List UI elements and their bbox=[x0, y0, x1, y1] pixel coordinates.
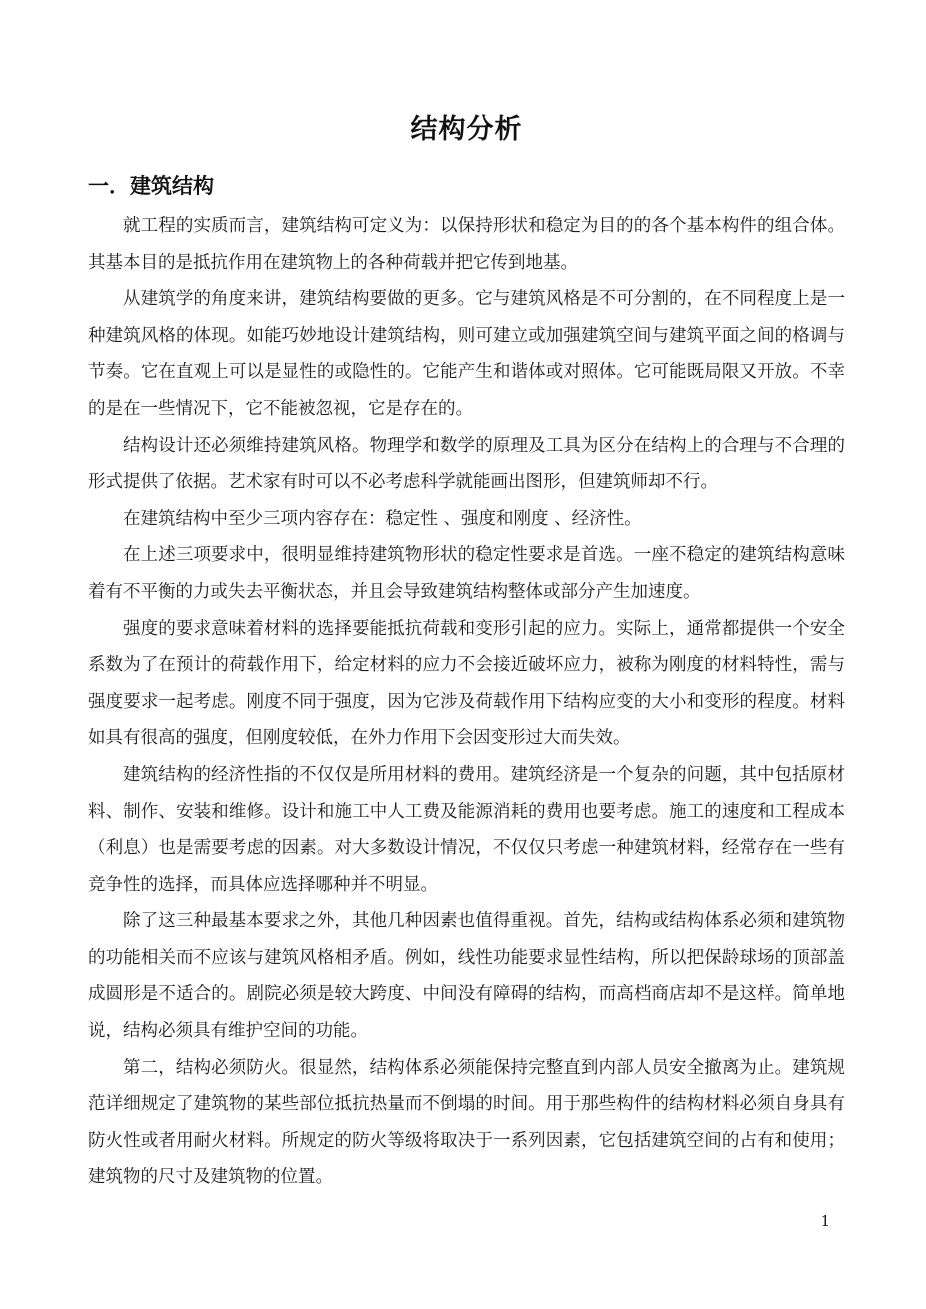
paragraph: 强度的要求意味着材料的选择要能抵抗荷载和变形引起的应力。实际上，通常都提供一个安全系数为了在预计的荷载作用下，给定材料的应力不会接近破坏应力，被称为刚度的材料特性，需与强度要求一起考虑。刚度不同于强度，因为它涉及荷载作用下结构应变的大小和变形的程度。材料如具有很高的强度，但刚度较低，在外力作用下会因变形过大而失效。 bbox=[88, 618, 845, 749]
paragraph: 在建筑结构中至少三项内容存在：稳定性 、强度和刚度 、经济性。 bbox=[123, 508, 642, 529]
paragraph: 除了这三种最基本要求之外，其他几种因素也值得重视。首先，结构或结构体系必须和建筑物的功能相关而不应该与建筑风格相矛盾。例如，线性功能要求显性结构，所以把保龄球场的顶部盖成圆形是不适合的。剧院必须是较大跨度、中间没有障碍的结构，而高档商店却不是这样。简单地说，结构必须具有维护空间的功能。 bbox=[88, 911, 845, 1042]
section-heading: 一．建筑结构 bbox=[88, 174, 214, 198]
document-title: 结构分析 bbox=[410, 114, 523, 145]
paragraph: 在上述三项要求中，很明显维持建筑物形状的稳定性要求是首选。一座不稳定的建筑结构意味着有不平衡的力或失去平衡状态，并且会导致建筑结构整体或部分产生加速度。 bbox=[88, 545, 845, 602]
paragraph: 建筑结构的经济性指的不仅仅是所用材料的费用。建筑经济是一个复杂的问题，其中包括原材料、制作、安装和维修。设计和施工中人工费及能源消耗的费用也要考虑。施工的速度和工程成本（利息）也是需要考虑的因素。对大多数设计情况，不仅仅只考虑一种建筑材料，经常存在一些有竞争性的选择，而具体应选择哪种并不明显。 bbox=[88, 764, 845, 895]
page-number: 1 bbox=[820, 1212, 830, 1230]
paragraph: 从建筑学的角度来讲，建筑结构要做的更多。它与建筑风格是不可分割的，在不同程度上是一种建筑风格的体现。如能巧妙地设计建筑结构，则可建立或加强建筑空间与建筑平面之间的格调与节奏。它在直观上可以是显性的或隐性的。它能产生和谐体或对照体。它可能既局限又开放。不幸的是在一些情况下，它不能被忽视，它是存在的。 bbox=[88, 289, 845, 419]
paragraph: 结构设计还必须维持建筑风格。物理学和数学的原理及工具为区分在结构上的合理与不合理的形式提供了依据。艺术家有时可以不必考虑科学就能画出图形，但建筑师却不行。 bbox=[88, 435, 845, 493]
body-text bbox=[88, 208, 845, 1196]
paragraph: 第二，结构必须防火。很显然，结构体系必须能保持完整直到内部人员安全撤离为止。建筑规范详细规定了建筑物的某些部位抵抗热量而不倒塌的时间。用于那些构件的结构材料必须自身具有防火性或者用耐火材料。所规定的防火等级将取决于一系列因素，它包括建筑空间的占有和使用；建筑物的尺寸及建筑物的位置。 bbox=[88, 1057, 845, 1188]
paragraph: 就工程的实质而言，建筑结构可定义为：以保持形状和稳定为目的的各个基本构件的组合体。其基本目的是抵抗作用在建筑物上的各种荷载并把它传到地基。 bbox=[88, 216, 845, 273]
